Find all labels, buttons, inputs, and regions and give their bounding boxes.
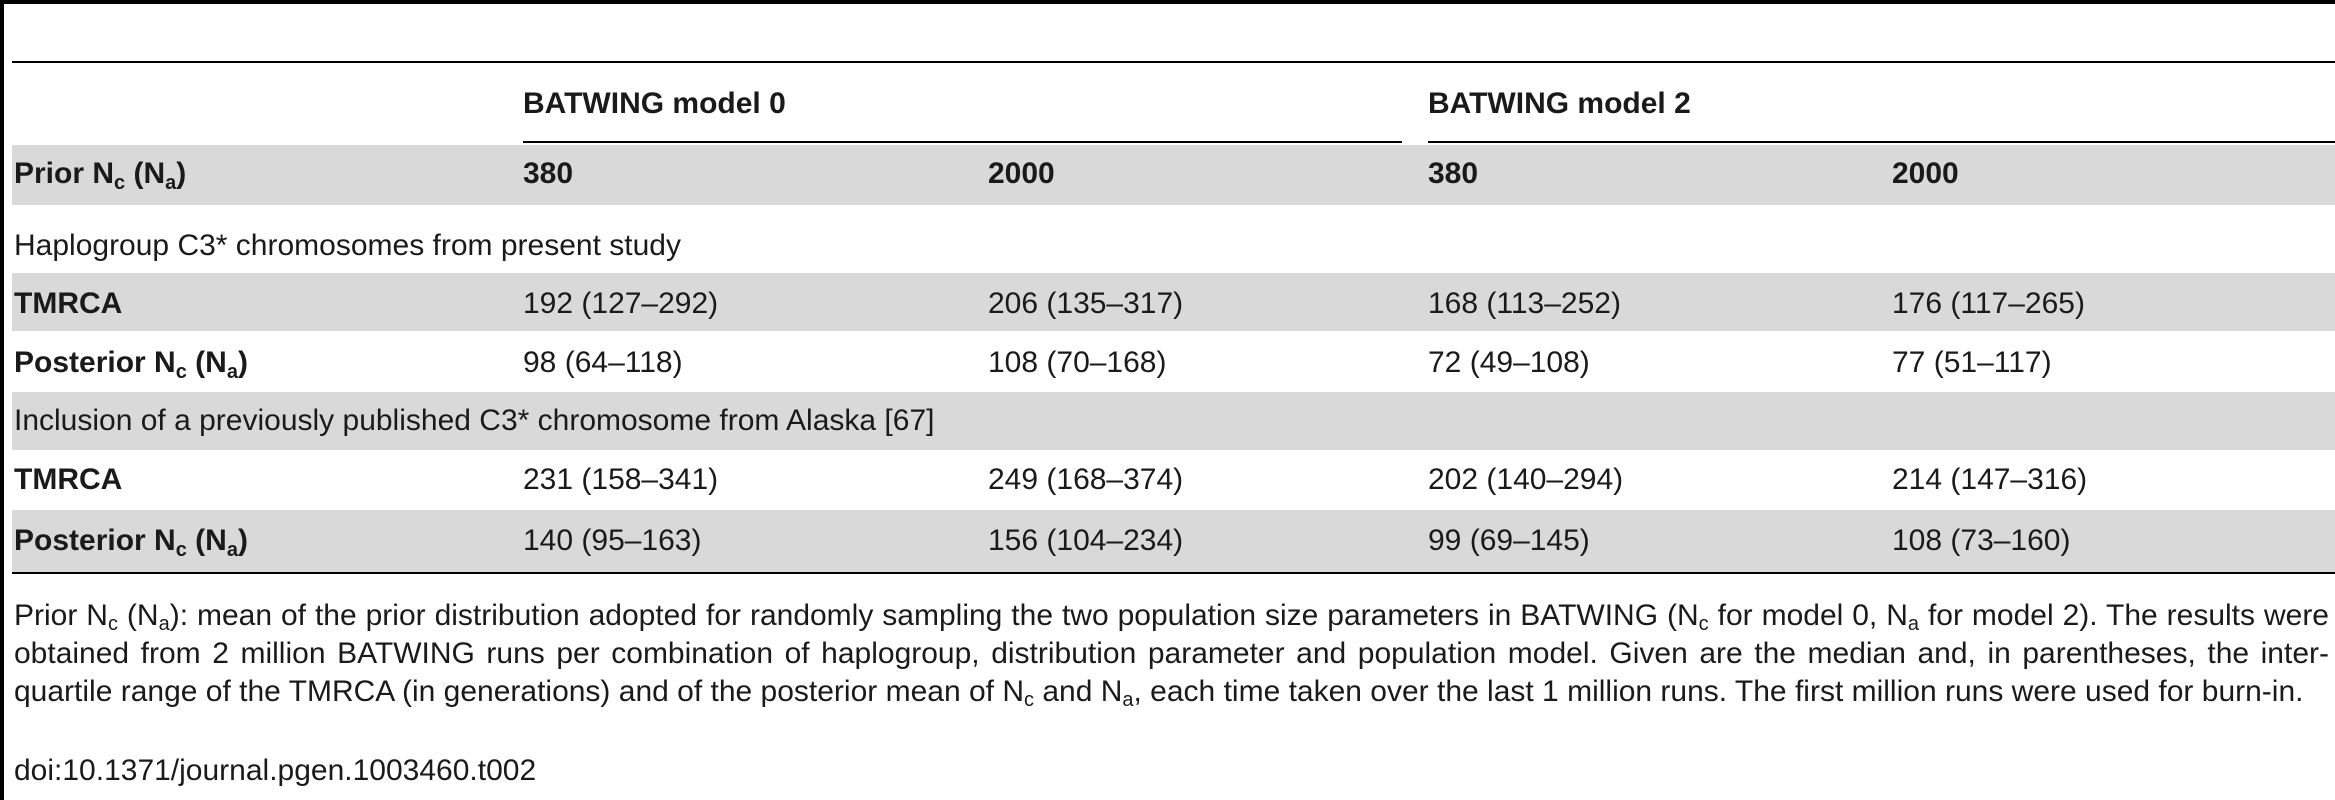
group-1-posterior-m0-380: 98 (64–118) (523, 346, 683, 379)
group-2-title: Inclusion of a previously published C3* chromosome from Alaska [67] (14, 404, 935, 437)
group-1-tmrca-m2-380: 168 (113–252) (1428, 287, 1621, 320)
model2-header: BATWING model 2 (1428, 87, 1691, 120)
group-2-posterior-m2-2000: 108 (73–160) (1892, 524, 2071, 557)
prior-value-m2-2000: 2000 (1892, 157, 1959, 190)
group-1-title: Haplogroup C3* chromosomes from present study (14, 229, 681, 262)
model0-underline (523, 141, 1402, 143)
doi-text: doi:10.1371/journal.pgen.1003460.t002 (14, 754, 537, 787)
group-2-tmrca-m2-2000: 214 (147–316) (1892, 463, 2088, 496)
group-1-tmrca-m0-2000: 206 (135–317) (988, 287, 1184, 320)
group-1-tmrca-m2-2000: 176 (117–265) (1892, 287, 2085, 320)
group-2-posterior-m2-380: 99 (69–145) (1428, 524, 1590, 557)
group-2-posterior-m0-380: 140 (95–163) (523, 524, 702, 557)
group-2-posterior-label: Posterior $N_c$ $(N_a)$ (14, 524, 248, 561)
group-1-tmrca-m0-380: 192 (127–292) (523, 287, 719, 320)
model0-header: BATWING model 0 (523, 87, 786, 120)
prior-value-m2-380: 380 (1428, 157, 1479, 190)
group-1-tmrca-label: TMRCA (14, 287, 123, 320)
top-border (0, 0, 2335, 4)
group-2-tmrca-m2-380: 202 (140–294) (1428, 463, 1624, 496)
prior-value-m0-2000: 2000 (988, 157, 1055, 190)
group-1-posterior-m2-380: 72 (49–108) (1428, 346, 1590, 379)
group-2-posterior-m0-2000: 156 (104–234) (988, 524, 1184, 557)
left-border (0, 0, 4, 800)
group-2-tmrca-label: TMRCA (14, 463, 123, 496)
table-bottom-rule (12, 572, 2335, 574)
group-2-tmrca-m0-2000: 249 (168–374) (988, 463, 1184, 496)
prior-value-m0-380: 380 (523, 157, 574, 190)
prior-row-label: Prior $N_c$ $(N_a)$ (14, 157, 187, 194)
prior-row-band (12, 145, 2335, 205)
group-1-posterior-label: Posterior $N_c$ $(N_a)$ (14, 346, 248, 383)
table-footnote: Prior $N_c$ $(N_a)$: mean of the prior distribution adopted for randomly sampling the two population size parameters in BATWING ($N_c$ for model 0, $N_a$ for model 2). The results were obtained from 2 million BATWING runs per combination of haplogroup, distribution parameter and population model. Given are the median and, in parentheses, the inter-quartile range of the TMRCA (in generations) and of the posterior mean of $N_c$ and $N_a$, each time taken over the last 1 million runs. The first million runs were used for burn-in. (14, 599, 2329, 711)
table-top-rule (12, 61, 2335, 63)
group-2-tmrca-m0-380: 231 (158–341) (523, 463, 719, 496)
model2-underline (1428, 141, 2335, 143)
group-1-posterior-m0-2000: 108 (70–168) (988, 346, 1167, 379)
group-1-posterior-m2-2000: 77 (51–117) (1892, 346, 2052, 379)
